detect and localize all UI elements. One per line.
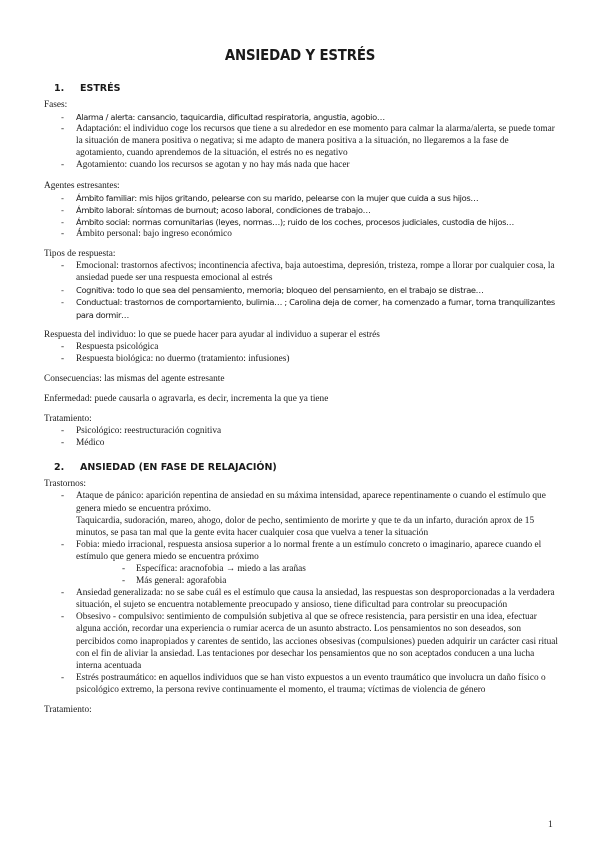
list-item: - Cognitiva: todo lo que sea del pensamiento, memoria; bloqueo del pensamiento, en el trabajo se distrae…	[44, 284, 558, 296]
tratamiento-label-2: Tratamiento:	[44, 705, 92, 716]
section-heading-estres	[44, 82, 558, 95]
list-item: - Alarma / alerta: cansancio, taquicardia, dificultad respiratoria, angustia, agobio…	[44, 111, 558, 123]
list-item: - Respuesta psicológica	[44, 341, 558, 353]
list-item: - Médico	[44, 437, 558, 449]
list-item: - Estrés postraumático: en aquellos individuos que se han visto expuestos a un evento traumático que involucra un daño físico o psicológico extremo, la persona revive continuamente el momento, el trauma; víctimas de violencia de género	[44, 672, 558, 696]
page-number: 1	[548, 820, 553, 830]
list-item: - Ámbito laboral: síntomas de burnout; acoso laboral, condiciones de trabajo…	[44, 204, 558, 216]
respuesta-list	[44, 341, 558, 365]
tipos-list	[44, 260, 558, 320]
tipos-label: Tipos de respuesta:	[44, 249, 116, 260]
section-title: ESTRÉS	[80, 83, 121, 94]
respuesta-label: Respuesta del individuo: lo que se puede hacer para ayudar al individuo a superar el estrés	[44, 329, 380, 340]
document-body	[44, 82, 558, 716]
fobia-sublist	[76, 563, 558, 587]
section-title: ANSIEDAD (EN FASE DE RELAJACIÓN)	[80, 462, 277, 474]
tratamiento-label: Tratamiento:	[44, 414, 92, 425]
section-number: 1.	[54, 83, 65, 94]
list-item: - Agotamiento: cuando los recursos se agotan y no hay más nada que hacer	[44, 159, 558, 171]
enfermedad-text: Enfermedad: puede causarla o agravarla, es decir, incrementa la que ya tiene	[44, 393, 329, 404]
list-item: - Respuesta biológica: no duermo (tratamiento: infusiones)	[44, 353, 558, 365]
list-item: - Psicológico: reestructuración cognitiva	[44, 425, 558, 437]
consecuencias-text: Consecuencias: las mismas del agente estresante	[44, 373, 225, 384]
fobia-text: Fobia: miedo irracional, respuesta ansiosa superior a lo normal frente a un estímulo concreto o imaginario, aparece cuando el estímulo que genera miedo se encuentra próximo	[76, 539, 542, 562]
list-item	[44, 490, 558, 538]
tratamiento-list	[44, 425, 558, 449]
list-item: - Ámbito social: normas comunitarias (leyes, normas…); ruido de los coches, procesos judiciales, custodia de hijos…	[44, 216, 558, 228]
list-item: - Ansiedad generalizada: no se sabe cuál es el estímulo que causa la ansiedad, las respuestas son desproporcionadas a la verdadera situación, el sujeto se encuentra notablemente preocupado y ansioso, tiene dificultad para controlar su preocupación	[44, 587, 558, 611]
panico-text: Ataque de pánico: aparición repentina de ansiedad en su máxima intensidad, aparece repentinamente o cuando el estímulo que genera miedo se encuentra próximo.	[76, 491, 546, 514]
list-item: - Conductual: trastornos de comportamiento, bulimia… ; Carolina deja de comer, ha comenzado a fumar, toma tranquilizantes para dormir…	[44, 296, 558, 320]
section-number: 2.	[54, 462, 65, 474]
list-item: - Emocional: trastornos afectivos; incontinencia afectiva, baja autoestima, depresión, tristeza, rompe a llorar por cualquier cosa, la ansiedad puede ser una respuesta emocional al estrés	[44, 260, 558, 284]
sub-list-item: - Más general: agorafobia	[76, 575, 558, 587]
agentes-label: Agentes estresantes:	[44, 180, 120, 191]
agentes-list	[44, 192, 558, 240]
list-item: - Ámbito familiar: mis hijos gritando, pelearse con su marido, pelearse con la mujer que cuida a sus hijos…	[44, 192, 558, 204]
trastornos-label: Trastornos:	[44, 479, 87, 490]
list-item: - Ámbito personal: bajo ingreso económico	[44, 228, 558, 240]
list-item	[44, 539, 558, 587]
trastornos-list	[44, 490, 558, 696]
sub-list-item: - Específica: aracnofobia → miedo a las arañas	[76, 563, 558, 575]
panico-continuation: Taquicardia, sudoración, mareo, ahogo, dolor de pecho, sentimiento de morirte y que te da un infarto, duración aprox de 15 minutos, se pasa tan mal que la gente evita hacer cualquier cosa que vuelva a tener la situación	[76, 515, 535, 538]
fases-label: Fases:	[44, 100, 68, 110]
section-heading-ansiedad	[44, 461, 558, 474]
list-item: - Adaptación: el individuo coge los recursos que tiene a su alrededor en ese momento para calmar la alarma/alerta, se puede tomar la situación de manera positiva o negativa; si me adapto de manera positiva a la situación, no llegaremos a la fase de agotamiento, cuando aprendemos de la situación, el estrés no es negativo	[44, 123, 558, 159]
page-title: ANSIEDAD Y ESTRÉS	[224, 46, 376, 64]
fases-list	[44, 111, 558, 171]
list-item: - Obsesivo - compulsivo: sentimiento de compulsión subjetiva al que se ofrece resistencia, para persistir en una idea, efectuar alguna acción, recordar una experiencia o rumiar acerca de un asunto abstracto. Los pensamientos no son deseados, son percibidos como inapropiados y carentes de sentido, las acciones obsesivas (compulsiones) pueden adquirir un carácter casi ritual con el fin de aliviar la ansiedad. Las tentaciones por desechar los pensamientos que no son aceptados conducen a una lucha interna acentuada	[44, 611, 558, 671]
